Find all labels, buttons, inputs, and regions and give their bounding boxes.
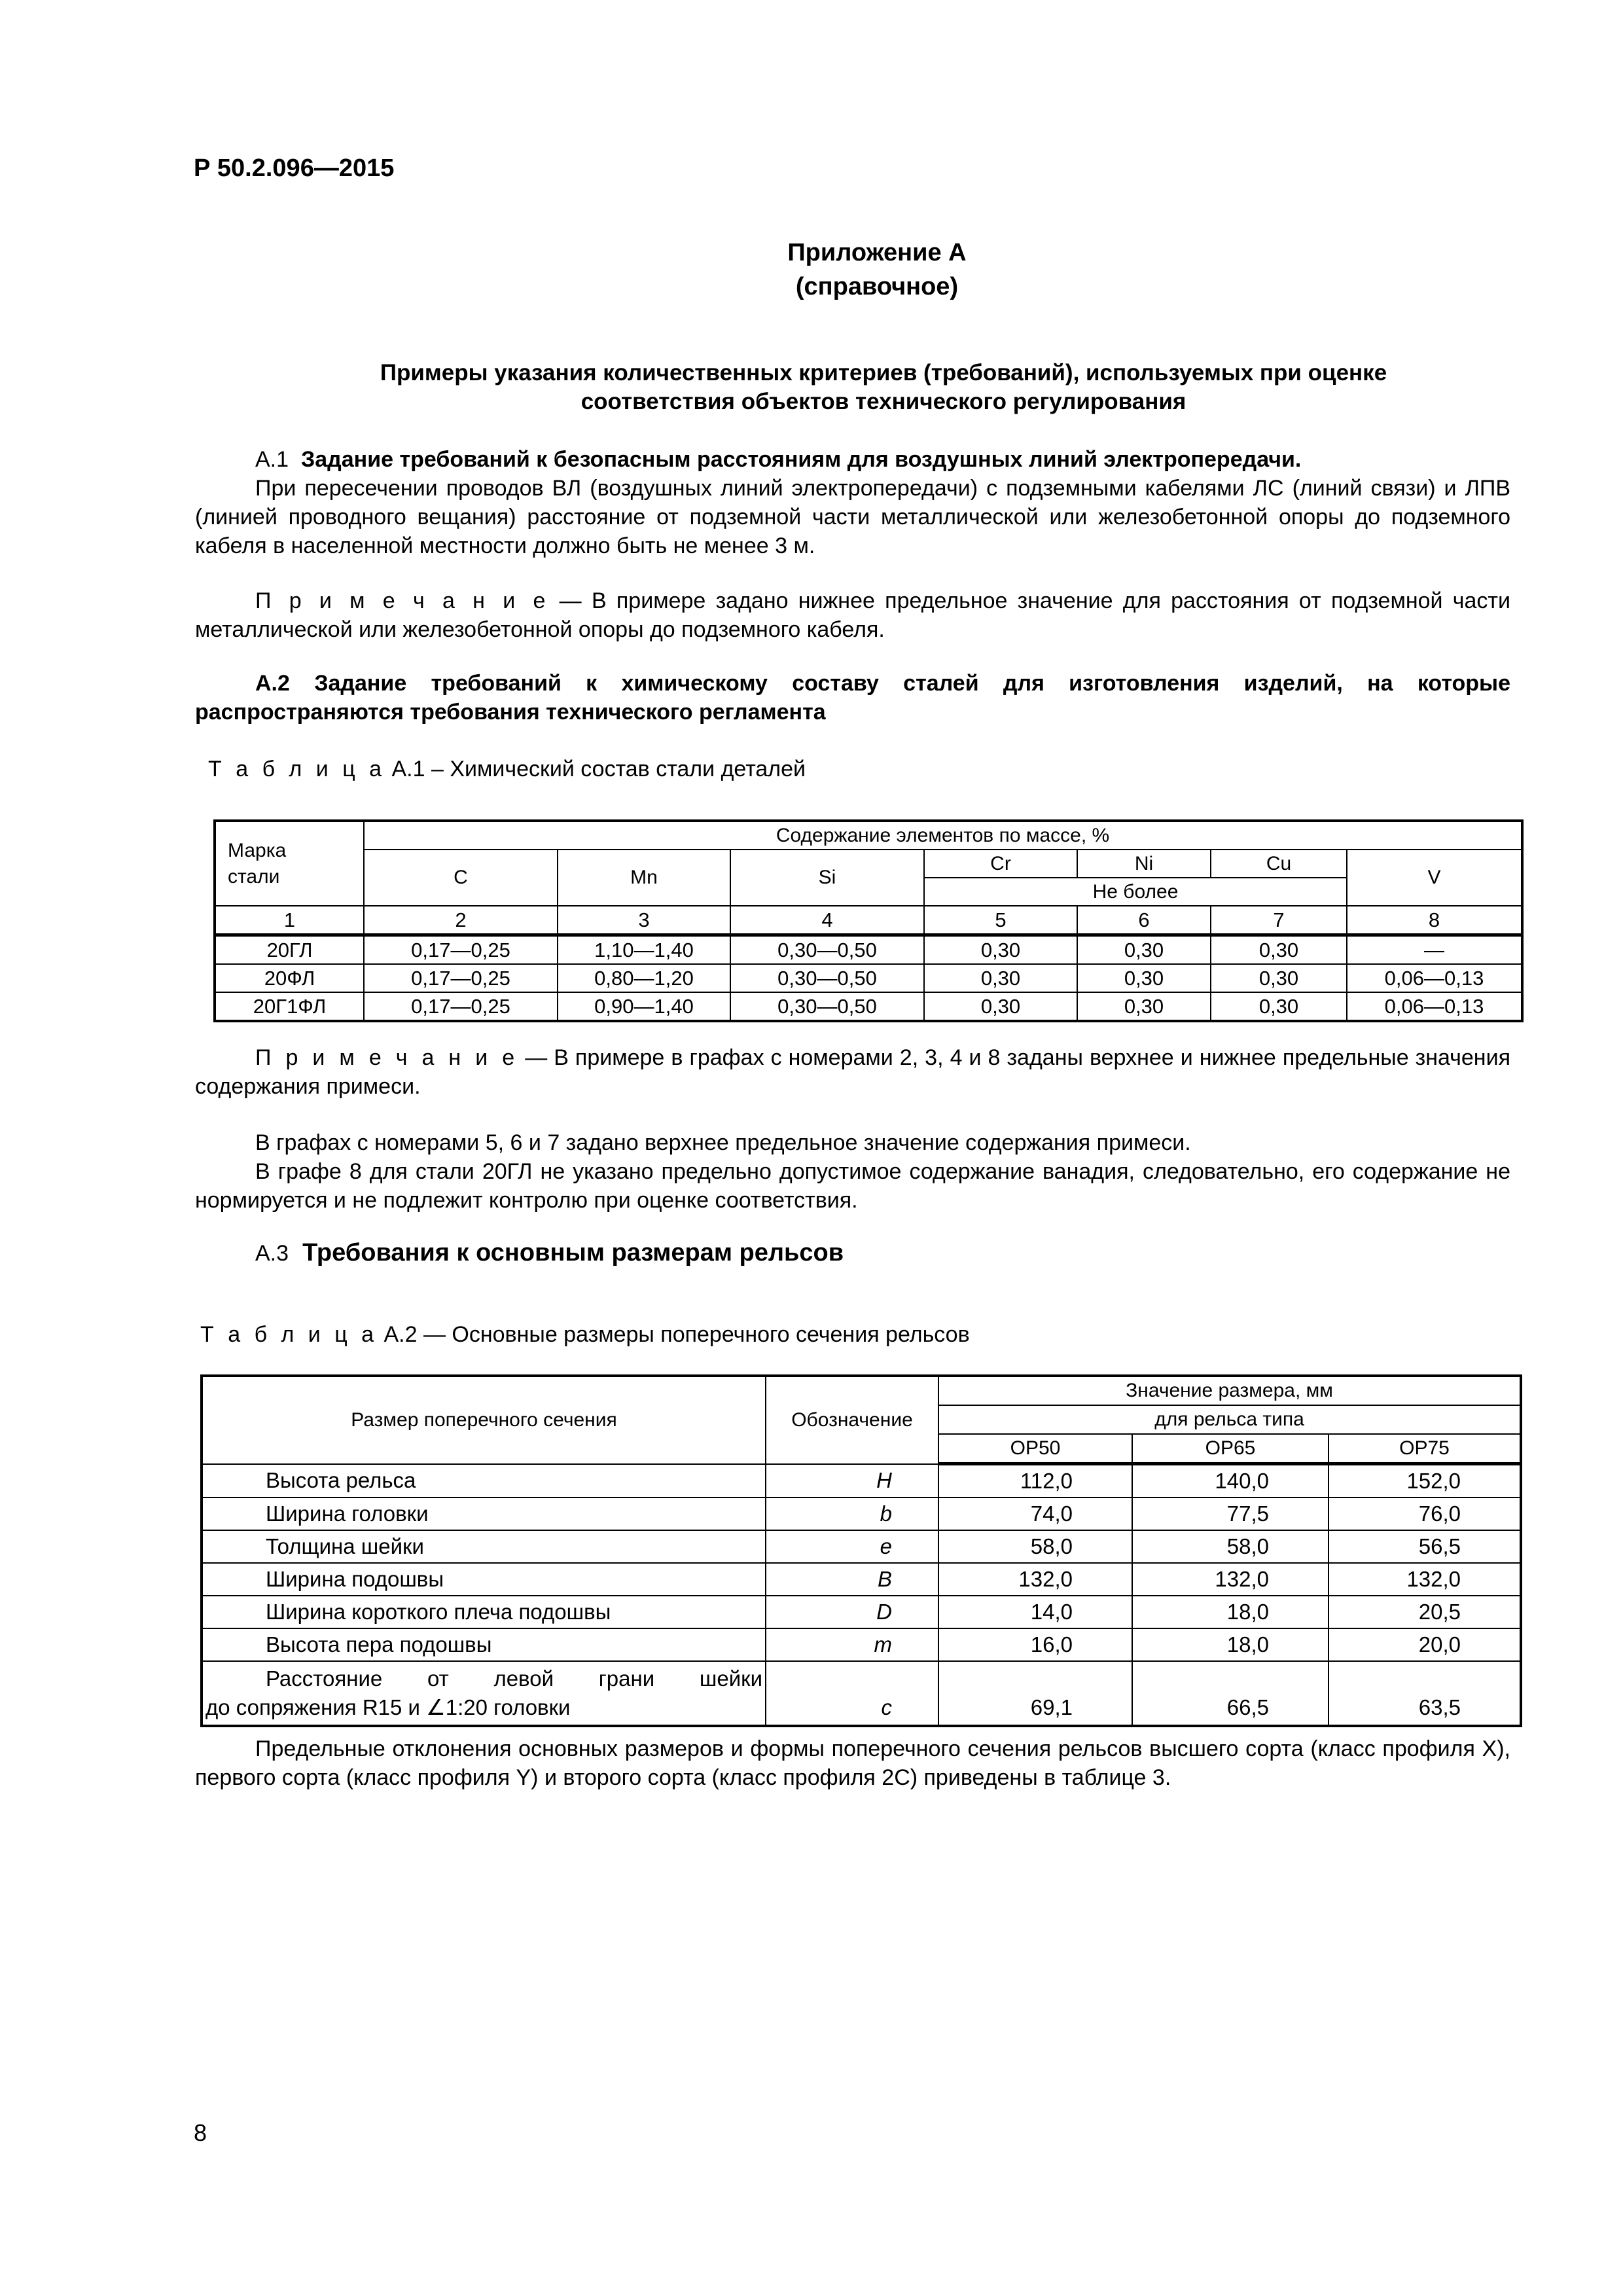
column-number: 4 — [730, 906, 924, 935]
dimension-value: 132,0 — [1329, 1563, 1521, 1596]
dimension-value: 58,0 — [1132, 1530, 1329, 1563]
table-a1-chemical-composition — [213, 819, 1524, 1022]
section-a3-closing: Предельные отклонения основных размеров и формы поперечного сечения рельсов высшего сорта (класс профиля X), первого сорта (класс профиля Y) и второго сорта (класс профиля 2С) приведены в таблице 3. — [195, 1736, 1510, 1790]
dimension-symbol: c — [766, 1661, 938, 1726]
table-row — [215, 964, 1522, 992]
section-a2-heading: А.2 Задание требований к химическому составу сталей для изготовления изделий, на которые распространяются требования технического регламента — [195, 671, 1510, 725]
table-cell: 0,90—1,40 — [558, 992, 730, 1021]
dimension-value: 20,0 — [1329, 1628, 1521, 1661]
dimension-value: 77,5 — [1132, 1498, 1329, 1530]
rail-type: ОР65 — [1132, 1434, 1329, 1464]
symbol-header: Обозначение — [766, 1376, 938, 1464]
dimension-name-line-1: Расстояние от левой грани шейки — [266, 1666, 762, 1691]
note-text: — В примере в графах с номерами 2, 3, 4 и 8 заданы верхнее и нижнее предельные значения содержания примеси. — [195, 1045, 1510, 1099]
main-heading — [196, 359, 1571, 416]
max-label: Не более — [924, 878, 1347, 906]
main-heading-line-2: соответствия объектов технического регулирования — [580, 389, 1186, 414]
dimension-name: Высота рельса — [202, 1464, 766, 1498]
element-header: Cu — [1211, 850, 1347, 878]
dimension-value: 132,0 — [1132, 1563, 1329, 1596]
element-header: Si — [730, 850, 924, 906]
table-row — [202, 1661, 1521, 1726]
note-text: — В примере задано нижнее предельное значение для расстояния от подземной части металлической или железобетонной опоры до подземного кабеля. — [195, 588, 1510, 642]
size-header: Размер поперечного сечения — [202, 1376, 766, 1464]
note-label: П р и м е ч а н и е — [255, 1045, 519, 1070]
dimension-name-line-2: до сопряжения R15 и ∠1:20 головки — [205, 1695, 571, 1719]
table-row — [202, 1563, 1521, 1596]
element-header: Mn — [558, 850, 730, 906]
dimension-symbol: B — [766, 1563, 938, 1596]
table-cell: 0,17—0,25 — [364, 935, 558, 965]
column-number: 6 — [1077, 906, 1211, 935]
dimension-symbol: D — [766, 1596, 938, 1628]
dimension-symbol: H — [766, 1464, 938, 1498]
section-a1-title: Задание требований к безопасным расстояниям для воздушных линий электропередачи. — [300, 447, 1302, 472]
dimension-value: 76,0 — [1329, 1498, 1521, 1530]
section-a1-number: А.1 — [255, 447, 289, 472]
table-row — [202, 1628, 1521, 1661]
dimension-value: 18,0 — [1132, 1596, 1329, 1628]
rail-type-header: для рельса типа — [938, 1405, 1521, 1434]
table-cell: 0,06—0,13 — [1347, 992, 1522, 1021]
table-cell: 0,30 — [1211, 935, 1347, 965]
dimension-symbol: b — [766, 1498, 938, 1530]
dimension-value: 16,0 — [938, 1628, 1132, 1661]
table-a2-caption — [200, 1320, 970, 1349]
document-code: Р 50.2.096—2015 — [194, 154, 395, 182]
dimension-name: Ширина головки — [202, 1498, 766, 1530]
section-a2-paragraph-2: В графе 8 для стали 20ГЛ не указано предельно допустимое содержание ванадия, следовательно, его содержание не нормируется и не подлежит контролю при оценке соответствия. — [195, 1159, 1510, 1213]
section-a2-note — [195, 1043, 1510, 1101]
dimension-value: 69,1 — [938, 1661, 1132, 1726]
table-cell: 0,17—0,25 — [364, 964, 558, 992]
section-a1-note — [195, 586, 1510, 644]
appendix-type: (справочное) — [795, 273, 959, 300]
table-cell: 0,30 — [1077, 935, 1211, 965]
element-header: Ni — [1077, 850, 1211, 878]
main-heading-line-1: Примеры указания количественных критериев (требований), используемых при оценке — [380, 360, 1387, 386]
dimension-value: 20,5 — [1329, 1596, 1521, 1628]
table-cell: 0,30—0,50 — [730, 992, 924, 1021]
table-row — [202, 1530, 1521, 1563]
table-cell: 20Г1ФЛ — [215, 992, 364, 1021]
column-numbers-row — [215, 906, 1522, 935]
section-a2-paragraph-1: В графах с номерами 5, 6 и 7 задано верхнее предельное значение содержания примеси. — [255, 1130, 1191, 1155]
table-a1-caption-label: Т а б л и ц а — [208, 757, 386, 781]
table-cell: 0,30 — [1077, 964, 1211, 992]
column-number: 5 — [924, 906, 1077, 935]
dimension-symbol: m — [766, 1628, 938, 1661]
dimension-name — [202, 1661, 766, 1726]
table-row — [202, 1464, 1521, 1498]
element-header: Cr — [924, 850, 1077, 878]
table-a1-caption — [208, 755, 806, 783]
dimension-name: Ширина подошвы — [202, 1563, 766, 1596]
value-header: Значение размера, мм — [938, 1376, 1521, 1405]
table-cell: 0,30 — [1077, 992, 1211, 1021]
table-cell: 0,30—0,50 — [730, 964, 924, 992]
section-a3-title: Требования к основным размерам рельсов — [302, 1239, 844, 1266]
section-a1-heading — [195, 445, 1510, 474]
dimension-value: 66,5 — [1132, 1661, 1329, 1726]
table-cell: 0,30 — [924, 935, 1077, 965]
section-a3-number: А.3 — [255, 1241, 289, 1266]
table-cell: 0,17—0,25 — [364, 992, 558, 1021]
column-number: 7 — [1211, 906, 1347, 935]
dimension-name: Толщина шейки — [202, 1530, 766, 1563]
page-number: 8 — [194, 2119, 207, 2146]
dimension-name: Ширина короткого плеча подошвы — [202, 1596, 766, 1628]
section-a3-heading — [195, 1237, 1510, 1269]
table-row — [215, 935, 1522, 965]
table-cell: 0,30 — [924, 964, 1077, 992]
element-header: V — [1347, 850, 1522, 906]
column-number: 8 — [1347, 906, 1522, 935]
table-cell: 0,06—0,13 — [1347, 964, 1522, 992]
dimension-value: 18,0 — [1132, 1628, 1329, 1661]
dimension-symbol: e — [766, 1530, 938, 1563]
dimension-value: 74,0 — [938, 1498, 1132, 1530]
dimension-value: 14,0 — [938, 1596, 1132, 1628]
rail-type: ОР75 — [1329, 1434, 1521, 1464]
table-cell: 20ГЛ — [215, 935, 364, 965]
note-label: П р и м е ч а н и е — [255, 588, 550, 613]
column-number: 2 — [364, 906, 558, 935]
dimension-name: Высота пера подошвы — [202, 1628, 766, 1661]
dimension-value: 140,0 — [1132, 1464, 1329, 1498]
table-row — [215, 992, 1522, 1021]
table-cell: 1,10—1,40 — [558, 935, 730, 965]
appendix-name: Приложение А — [787, 239, 967, 266]
table-cell: 0,80—1,20 — [558, 964, 730, 992]
rail-type: ОР50 — [938, 1434, 1132, 1464]
table-row — [202, 1596, 1521, 1628]
appendix-title — [0, 236, 1623, 304]
dimension-value: 152,0 — [1329, 1464, 1521, 1498]
table-a2-caption-label: Т а б л и ц а — [200, 1322, 378, 1347]
content-header: Содержание элементов по массе, % — [364, 821, 1522, 850]
table-a2-rail-dimensions — [200, 1374, 1522, 1727]
table-row — [202, 1498, 1521, 1530]
table-cell: 0,30 — [1211, 964, 1347, 992]
section-a1-body: При пересечении проводов ВЛ (воздушных линий электропередачи) с подземными кабелями ЛС (линий связи) и ЛПВ (линией проводного вещания) расстояние от подземной части металлической или железобетонной опоры до подземного кабеля в населенной местности должно быть не менее 3 м. — [195, 476, 1510, 558]
table-cell: 0,30 — [924, 992, 1077, 1021]
table-a2-caption-text: А.2 — Основные размеры поперечного сечения рельсов — [378, 1322, 970, 1347]
dimension-value: 112,0 — [938, 1464, 1132, 1498]
column-number: 1 — [215, 906, 364, 935]
dimension-value: 56,5 — [1329, 1530, 1521, 1563]
element-header: C — [364, 850, 558, 906]
table-a1-caption-text: А.1 – Химический состав стали деталей — [385, 757, 806, 781]
table-cell: 0,30 — [1211, 992, 1347, 1021]
table-cell: 0,30—0,50 — [730, 935, 924, 965]
grade-header: Марка стали — [215, 821, 364, 906]
dimension-value: 58,0 — [938, 1530, 1132, 1563]
dimension-value: 63,5 — [1329, 1661, 1521, 1726]
column-number: 3 — [558, 906, 730, 935]
dimension-value: 132,0 — [938, 1563, 1132, 1596]
table-cell: 20ФЛ — [215, 964, 364, 992]
table-cell: — — [1347, 935, 1522, 965]
